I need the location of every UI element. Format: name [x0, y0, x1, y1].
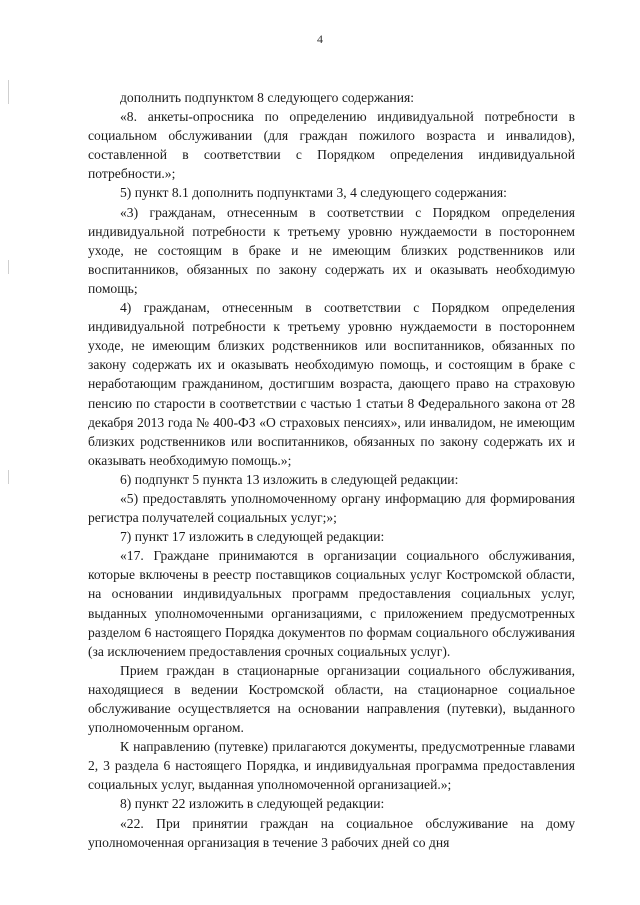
paragraph: «8. анкеты-опросника по определению индивидуальной потребности в социальном обслуживании (для граждан пожилого возраста и инвалидов), составленной в соответствии с Порядком определения индивидуальной потребности.»;	[88, 109, 575, 182]
scan-margin-mark	[8, 260, 9, 274]
paragraph: Прием граждан в стационарные организации социального обслуживания, находящиеся в ведении Костромской области, на стационарное социальное обслуживание осуществляется на основании направления (путевки), выданного уполномоченным органом.	[88, 662, 575, 736]
paragraph: 6) подпункт 5 пункта 13 изложить в следующей редакции:	[120, 471, 459, 487]
paragraph: 7) пункт 17 изложить в следующей редакции:	[120, 529, 385, 545]
paragraph: К направлению (путевке) прилагаются документы, предусмотренные главами 2, 3 раздела 6 настоящего Порядка, и индивидуальная программа предоставления социальных услуг, выданная уполномоченной организацией.»;	[88, 739, 575, 793]
scan-margin-mark	[8, 80, 9, 104]
paragraph: «5) предоставлять уполномоченному органу информацию для формирования регистра получателей социальных услуг;»;	[88, 490, 575, 526]
paragraph: дополнить подпунктом 8 следующего содержания:	[120, 90, 415, 105]
paragraph: «22. При принятии граждан на социальное обслуживание на дому уполномоченная организация в течение 3 рабочих дней со дня	[88, 815, 575, 850]
scan-margin-mark	[8, 470, 9, 484]
document-body	[88, 88, 575, 852]
paragraph: 5) пункт 8.1 дополнить подпунктами 3, 4 следующего содержания:	[120, 185, 507, 201]
paragraph: 4) гражданам, отнесенным в соответствии с Порядком определения индивидуальной потребности к третьему уровню нуждаемости в постороннем уходе, не имеющим близких родственников или воспитанников, обязанных по закону содержать их и оказывать необходимую помощь, и состоящим в браке с неработающим гражданином, достигшим возраста, дающего право на страховую пенсию по старости в соответствии с частью 1 статьи 8 Федерального закона от 28 декабря 2013 года № 400-ФЗ «О страховых пенсиях», или инвалидом, не имеющим близких родственников или воспитанников, обязанных по закону содержать их и оказывать необходимую помощь.»;	[88, 300, 575, 468]
paragraph: «17. Граждане принимаются в организации социального обслуживания, которые включены в реестр поставщиков социальных услуг Костромской области, на основании индивидуальных программ предоставления социальных услуг, выданных уполномоченными организациями, с приложением предусмотренных разделом 6 настоящего Порядка документов по формам социального обслуживания (за исключением предоставления срочных социальных услуг).	[88, 548, 575, 659]
paragraph: «3) гражданам, отнесенным в соответствии с Порядком определения индивидуальной потребности к третьему уровню нуждаемости в постороннем уходе, не состоящим в браке и не имеющим близких родственников или воспитанников, обязанных по закону содержать их и оказывать необходимую помощь;	[88, 204, 575, 296]
paragraph: 8) пункт 22 изложить в следующей редакции:	[120, 796, 385, 812]
page-number: 4	[317, 32, 323, 46]
